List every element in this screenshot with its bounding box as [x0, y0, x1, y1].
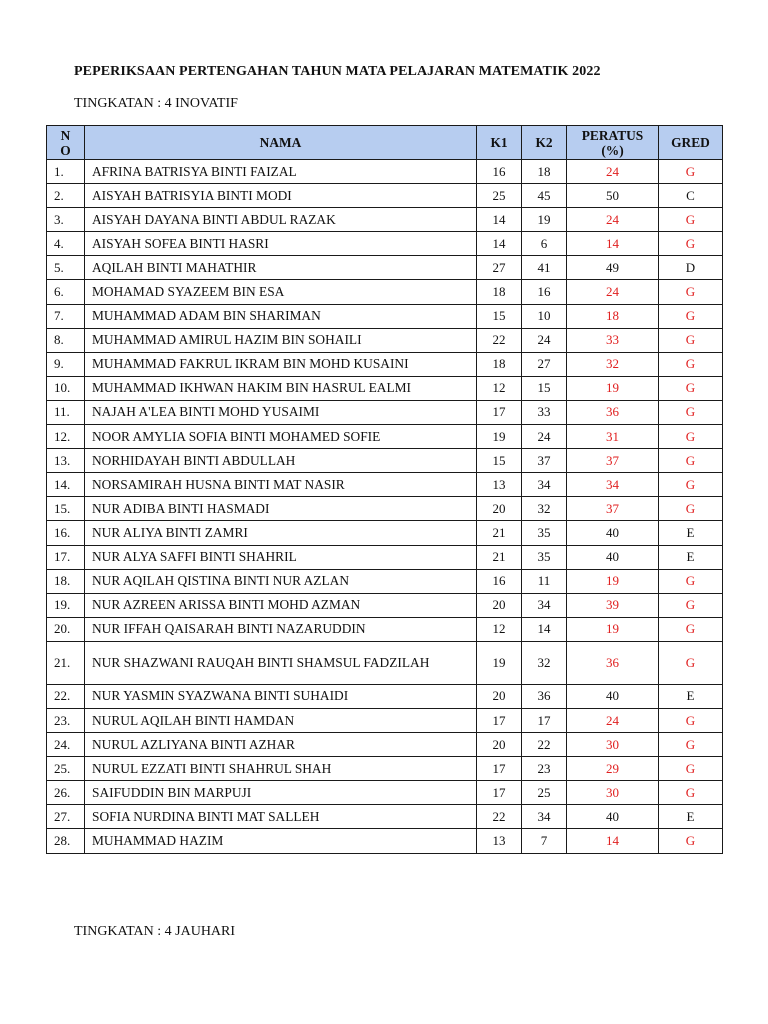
cell-k1: 13: [477, 829, 522, 853]
table-row: [47, 593, 723, 617]
cell-no: 9.: [47, 352, 85, 376]
class-label-inovatif: TINGKATAN : 4 INOVATIF: [74, 96, 238, 111]
cell-peratus: 37: [567, 497, 659, 521]
table-row: [47, 733, 723, 757]
cell-k1: 20: [477, 593, 522, 617]
cell-k1: 18: [477, 280, 522, 304]
cell-no: 7.: [47, 304, 85, 328]
cell-peratus: 33: [567, 328, 659, 352]
table-row: [47, 497, 723, 521]
cell-no: 5.: [47, 256, 85, 280]
cell-no: 16.: [47, 521, 85, 545]
cell-k2: 24: [522, 425, 567, 449]
cell-nama: MUHAMMAD IKHWAN HAKIM BIN HASRUL EALMI: [85, 376, 477, 400]
cell-k1: 13: [477, 473, 522, 497]
cell-no: 15.: [47, 497, 85, 521]
results-table: [46, 125, 723, 854]
cell-k1: 22: [477, 805, 522, 829]
table-row: [47, 160, 723, 184]
table-row: [47, 805, 723, 829]
cell-k1: 16: [477, 569, 522, 593]
cell-k1: 21: [477, 545, 522, 569]
cell-gred: G: [659, 593, 723, 617]
cell-gred: C: [659, 184, 723, 208]
col-header-peratus: [567, 126, 659, 160]
table-row: [47, 232, 723, 256]
cell-nama: AFRINA BATRISYA BINTI FAIZAL: [85, 160, 477, 184]
cell-gred: G: [659, 781, 723, 805]
cell-gred: G: [659, 352, 723, 376]
cell-no: 11.: [47, 400, 85, 424]
col-header-k2: K2: [522, 126, 567, 160]
cell-k2: 10: [522, 304, 567, 328]
cell-gred: E: [659, 805, 723, 829]
cell-k1: 12: [477, 617, 522, 641]
cell-k1: 20: [477, 684, 522, 708]
cell-nama: AQILAH BINTI MAHATHIR: [85, 256, 477, 280]
cell-gred: G: [659, 376, 723, 400]
cell-k2: 32: [522, 641, 567, 684]
cell-nama: NUR ALIYA BINTI ZAMRI: [85, 521, 477, 545]
cell-k2: 14: [522, 617, 567, 641]
cell-no: 18.: [47, 569, 85, 593]
cell-peratus: 30: [567, 781, 659, 805]
cell-nama: MUHAMMAD AMIRUL HAZIM BIN SOHAILI: [85, 328, 477, 352]
cell-peratus: 18: [567, 304, 659, 328]
cell-no: 6.: [47, 280, 85, 304]
cell-k1: 19: [477, 425, 522, 449]
cell-nama: NORSAMIRAH HUSNA BINTI MAT NASIR: [85, 473, 477, 497]
cell-nama: MOHAMAD SYAZEEM BIN ESA: [85, 280, 477, 304]
cell-k2: 24: [522, 328, 567, 352]
table-row: [47, 400, 723, 424]
cell-gred: G: [659, 400, 723, 424]
cell-peratus: 30: [567, 733, 659, 757]
cell-k1: 17: [477, 757, 522, 781]
cell-nama: AISYAH SOFEA BINTI HASRI: [85, 232, 477, 256]
cell-gred: E: [659, 545, 723, 569]
table-row: [47, 708, 723, 732]
cell-k2: 27: [522, 352, 567, 376]
cell-gred: G: [659, 328, 723, 352]
table-row: [47, 256, 723, 280]
table-row: [47, 829, 723, 853]
cell-k2: 45: [522, 184, 567, 208]
cell-gred: G: [659, 160, 723, 184]
cell-peratus: 32: [567, 352, 659, 376]
cell-peratus: 24: [567, 160, 659, 184]
col-header-nama: NAMA: [85, 126, 477, 160]
cell-no: 22.: [47, 684, 85, 708]
cell-k1: 21: [477, 521, 522, 545]
cell-k1: 18: [477, 352, 522, 376]
cell-k1: 15: [477, 449, 522, 473]
cell-no: 10.: [47, 376, 85, 400]
table-body: [47, 160, 723, 854]
table-row: [47, 425, 723, 449]
cell-k2: 33: [522, 400, 567, 424]
cell-k2: 37: [522, 449, 567, 473]
cell-no: 24.: [47, 733, 85, 757]
table-row: [47, 328, 723, 352]
cell-nama: NAJAH A'LEA BINTI MOHD YUSAIMI: [85, 400, 477, 424]
cell-gred: G: [659, 617, 723, 641]
table-row: [47, 208, 723, 232]
cell-k2: 7: [522, 829, 567, 853]
cell-k2: 34: [522, 805, 567, 829]
cell-gred: G: [659, 829, 723, 853]
cell-nama: SOFIA NURDINA BINTI MAT SALLEH: [85, 805, 477, 829]
cell-no: 19.: [47, 593, 85, 617]
cell-k2: 32: [522, 497, 567, 521]
cell-nama: NUR YASMIN SYAZWANA BINTI SUHAIDI: [85, 684, 477, 708]
cell-nama: NUR AZREEN ARISSA BINTI MOHD AZMAN: [85, 593, 477, 617]
cell-k2: 41: [522, 256, 567, 280]
cell-gred: G: [659, 232, 723, 256]
cell-peratus: 31: [567, 425, 659, 449]
cell-nama: NURUL EZZATI BINTI SHAHRUL SHAH: [85, 757, 477, 781]
cell-no: 21.: [47, 641, 85, 684]
cell-peratus: 50: [567, 184, 659, 208]
cell-peratus: 19: [567, 376, 659, 400]
cell-peratus: 40: [567, 545, 659, 569]
cell-k2: 18: [522, 160, 567, 184]
cell-nama: NURUL AZLIYANA BINTI AZHAR: [85, 733, 477, 757]
cell-no: 25.: [47, 757, 85, 781]
cell-k2: 11: [522, 569, 567, 593]
cell-k1: 15: [477, 304, 522, 328]
cell-k2: 34: [522, 473, 567, 497]
cell-no: 28.: [47, 829, 85, 853]
cell-k1: 17: [477, 400, 522, 424]
cell-peratus: 24: [567, 708, 659, 732]
cell-k1: 14: [477, 232, 522, 256]
table-row: [47, 352, 723, 376]
cell-peratus: 40: [567, 805, 659, 829]
cell-peratus: 34: [567, 473, 659, 497]
cell-gred: G: [659, 304, 723, 328]
cell-no: 17.: [47, 545, 85, 569]
cell-gred: E: [659, 684, 723, 708]
cell-gred: G: [659, 280, 723, 304]
cell-nama: AISYAH DAYANA BINTI ABDUL RAZAK: [85, 208, 477, 232]
cell-gred: G: [659, 449, 723, 473]
cell-k2: 23: [522, 757, 567, 781]
cell-k1: 20: [477, 733, 522, 757]
cell-nama: NUR ADIBA BINTI HASMADI: [85, 497, 477, 521]
table-row: [47, 684, 723, 708]
cell-nama: MUHAMMAD HAZIM: [85, 829, 477, 853]
table-row: [47, 617, 723, 641]
col-header-gred: GRED: [659, 126, 723, 160]
cell-nama: NUR ALYA SAFFI BINTI SHAHRIL: [85, 545, 477, 569]
cell-no: 26.: [47, 781, 85, 805]
cell-peratus: 19: [567, 569, 659, 593]
cell-no: 27.: [47, 805, 85, 829]
cell-peratus: 36: [567, 641, 659, 684]
cell-no: 13.: [47, 449, 85, 473]
cell-peratus: 49: [567, 256, 659, 280]
cell-peratus: 39: [567, 593, 659, 617]
cell-no: 4.: [47, 232, 85, 256]
cell-k2: 17: [522, 708, 567, 732]
cell-k1: 25: [477, 184, 522, 208]
table-row: [47, 449, 723, 473]
table-row: [47, 304, 723, 328]
cell-k2: 25: [522, 781, 567, 805]
page-title: PEPERIKSAAN PERTENGAHAN TAHUN MATA PELAJARAN MATEMATIK 2022: [74, 64, 601, 79]
cell-nama: NUR SHAZWANI RAUQAH BINTI SHAMSUL FADZILAH: [85, 641, 477, 684]
cell-k1: 22: [477, 328, 522, 352]
col-header-k1: K1: [477, 126, 522, 160]
cell-nama: NORHIDAYAH BINTI ABDULLAH: [85, 449, 477, 473]
table-header-row: [47, 126, 723, 160]
cell-peratus: 36: [567, 400, 659, 424]
table-row: [47, 280, 723, 304]
table-row: [47, 569, 723, 593]
cell-k2: 35: [522, 521, 567, 545]
col-header-no: [47, 126, 85, 160]
table-row: [47, 641, 723, 684]
table-row: [47, 757, 723, 781]
cell-peratus: 29: [567, 757, 659, 781]
cell-gred: G: [659, 757, 723, 781]
col-header-no-line2: O: [60, 142, 71, 158]
cell-gred: G: [659, 641, 723, 684]
cell-k2: 34: [522, 593, 567, 617]
cell-k2: 19: [522, 208, 567, 232]
table-row: [47, 781, 723, 805]
cell-peratus: 37: [567, 449, 659, 473]
cell-k1: 19: [477, 641, 522, 684]
cell-k2: 35: [522, 545, 567, 569]
table-row: [47, 521, 723, 545]
cell-k1: 20: [477, 497, 522, 521]
cell-k1: 14: [477, 208, 522, 232]
cell-no: 8.: [47, 328, 85, 352]
cell-k1: 16: [477, 160, 522, 184]
cell-k1: 12: [477, 376, 522, 400]
table-row: [47, 184, 723, 208]
cell-k1: 17: [477, 708, 522, 732]
cell-nama: MUHAMMAD ADAM BIN SHARIMAN: [85, 304, 477, 328]
cell-k2: 15: [522, 376, 567, 400]
col-header-no-line1: N: [60, 127, 71, 143]
cell-nama: SAIFUDDIN BIN MARPUJI: [85, 781, 477, 805]
cell-gred: G: [659, 733, 723, 757]
table-row: [47, 376, 723, 400]
cell-nama: NUR IFFAH QAISARAH BINTI NAZARUDDIN: [85, 617, 477, 641]
class-label-jauhari: TINGKATAN : 4 JAUHARI: [74, 924, 236, 939]
cell-no: 2.: [47, 184, 85, 208]
cell-nama: AISYAH BATRISYIA BINTI MODI: [85, 184, 477, 208]
cell-nama: NOOR AMYLIA SOFIA BINTI MOHAMED SOFIE: [85, 425, 477, 449]
cell-no: 3.: [47, 208, 85, 232]
cell-peratus: 24: [567, 208, 659, 232]
cell-gred: G: [659, 708, 723, 732]
cell-nama: NURUL AQILAH BINTI HAMDAN: [85, 708, 477, 732]
cell-k2: 6: [522, 232, 567, 256]
cell-no: 23.: [47, 708, 85, 732]
cell-gred: G: [659, 208, 723, 232]
cell-peratus: 14: [567, 232, 659, 256]
cell-gred: E: [659, 521, 723, 545]
cell-peratus: 19: [567, 617, 659, 641]
cell-peratus: 40: [567, 684, 659, 708]
cell-no: 12.: [47, 425, 85, 449]
cell-gred: D: [659, 256, 723, 280]
cell-gred: G: [659, 569, 723, 593]
cell-gred: G: [659, 425, 723, 449]
cell-peratus: 24: [567, 280, 659, 304]
cell-no: 20.: [47, 617, 85, 641]
col-header-peratus-line1: PERATUS: [581, 127, 644, 143]
cell-nama: MUHAMMAD FAKRUL IKRAM BIN MOHD KUSAINI: [85, 352, 477, 376]
cell-gred: G: [659, 473, 723, 497]
cell-peratus: 40: [567, 521, 659, 545]
table-row: [47, 545, 723, 569]
cell-k2: 22: [522, 733, 567, 757]
cell-gred: G: [659, 497, 723, 521]
cell-k1: 17: [477, 781, 522, 805]
cell-peratus: 14: [567, 829, 659, 853]
cell-no: 1.: [47, 160, 85, 184]
table-row: [47, 473, 723, 497]
cell-k1: 27: [477, 256, 522, 280]
cell-no: 14.: [47, 473, 85, 497]
cell-k2: 36: [522, 684, 567, 708]
col-header-peratus-line2: (%): [601, 142, 624, 158]
cell-k2: 16: [522, 280, 567, 304]
cell-nama: NUR AQILAH QISTINA BINTI NUR AZLAN: [85, 569, 477, 593]
